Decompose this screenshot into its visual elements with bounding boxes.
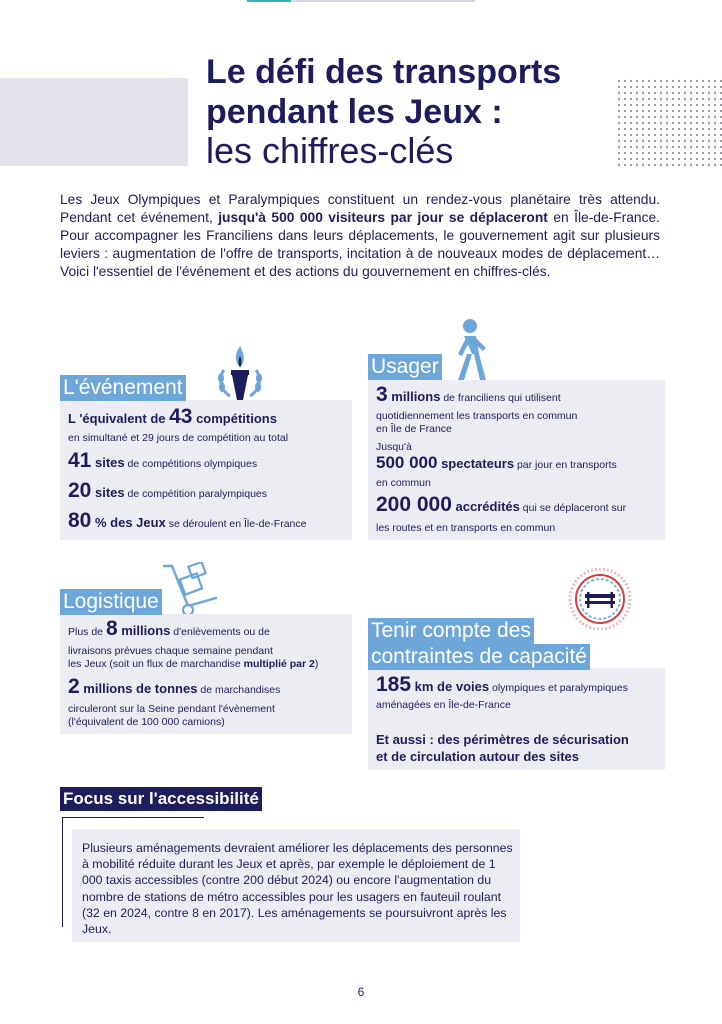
usager-stat-spectateurs: 500 000 spectateurs par jour en transports	[376, 453, 617, 472]
logistique-stat-livraisons: Plus de 8 millions d'enlèvements ou de	[68, 617, 270, 640]
evenement-stat-sites-olympiques: 41 sites de compétitions olympiques	[68, 449, 258, 472]
usager-stat-franciliens-line3: en Île de France	[376, 423, 452, 435]
capacite-et-aussi-line1: Et aussi : des périmètres de sécurisation	[376, 732, 629, 747]
capacite-stat-voies: 185 km de voies olympiques et paralympiques	[376, 673, 628, 696]
usager-stat-franciliens: 3 millions de franciliens qui utilisent	[376, 383, 561, 406]
logistique-heading: Logistique	[60, 589, 162, 615]
logistique-stat-tonnes-line3: (l'équivalent de 100 000 camions)	[68, 716, 225, 728]
usager-stat-franciliens-line2: quotidiennement les transports en commun	[376, 410, 578, 422]
logistique-stat-livraisons-line3: les Jeux (soit un flux de marchandise multiplié par 2)	[68, 658, 319, 670]
evenement-stat-competitions-sub: en simultané et 29 jours de compétition au total	[68, 432, 289, 444]
focus-heading: Focus sur l'accessibilité	[60, 787, 262, 811]
barrier-badge-icon	[565, 568, 635, 630]
evenement-stat-sites-paralympiques: 20 sites de compétition paralympiques	[68, 479, 268, 502]
focus-frame-top	[62, 817, 204, 818]
usager-stat-jusqua: Jusqu'à	[376, 441, 412, 453]
evenement-heading: L'événement	[60, 375, 186, 401]
logistique-stat-livraisons-line2: livraisons prévues chaque semaine pendant	[68, 645, 273, 657]
focus-frame-left	[62, 817, 63, 927]
page-title-line2: pendant les Jeux :	[206, 93, 503, 131]
logistique-stat-tonnes: 2 millions de tonnes de marchandises	[68, 675, 281, 698]
evenement-stat-competitions: L 'équivalent de 43 compétitions	[68, 405, 277, 428]
torch-icon	[210, 340, 270, 402]
focus-text: Plusieurs aménagements devraient améliorer les déplacements des personnes à mobilité réduite durant les Jeux et après, par exemple le déploiement de 1 000 taxis accessibles (contre 200 début 2024) ou encore l'augmentation du nombre de stations de métro accessibles pour les usagers en fauteuil roulant (32 en 2024, contre 8 en 2017). Les aménagements se poursuivront après les Jeux.	[82, 841, 513, 937]
capacite-heading-line2: contraintes de capacité	[368, 644, 590, 670]
usager-stat-spectateurs-line2: en commun	[376, 477, 431, 489]
page-number: 6	[357, 985, 365, 999]
page-subtitle: les chiffres-clés	[206, 130, 454, 171]
capacite-heading-line1: Tenir compte des	[368, 618, 534, 644]
dot-pattern	[616, 78, 722, 168]
usager-stat-accredites-line2: les routes et en transports en commun	[376, 522, 556, 534]
usager-stat-accredites: 200 000 accrédités qui se déplaceront sur	[376, 493, 627, 516]
evenement-stat-pourcentage: 80 % des Jeux se déroulent en Île-de-France	[68, 509, 307, 532]
page-title-line1: Le défi des transports	[206, 53, 562, 91]
intro-paragraph: Les Jeux Olympiques et Paralympiques constituent un rendez-vous planétaire très attendu. Pendant cet événement, jusqu'à 500 000 visiteurs par jour se déplaceront en Île-de-France. Pour accompagner les Franciliens dans leurs déplacements, le gouvernement agit sur plusieurs leviers : augmentation de l'offre de transports, incitation à de nouveaux modes de déplacement… Voici l'essentiel de l'événement et des actions du gouvernement en chiffres-clés.	[60, 192, 660, 279]
header-grey-band	[0, 78, 188, 166]
usager-heading: Usager	[368, 354, 442, 380]
capacite-stat-voies-line2: aménagées en Île-de-France	[376, 699, 511, 711]
walking-person-icon	[446, 318, 494, 384]
top-rule-accent	[247, 0, 291, 2]
logistique-stat-tonnes-line2: circuleront sur la Seine pendant l'évènement	[68, 703, 275, 715]
capacite-et-aussi-line2: et de circulation autour des sites	[376, 749, 579, 764]
hand-truck-icon	[160, 562, 222, 618]
